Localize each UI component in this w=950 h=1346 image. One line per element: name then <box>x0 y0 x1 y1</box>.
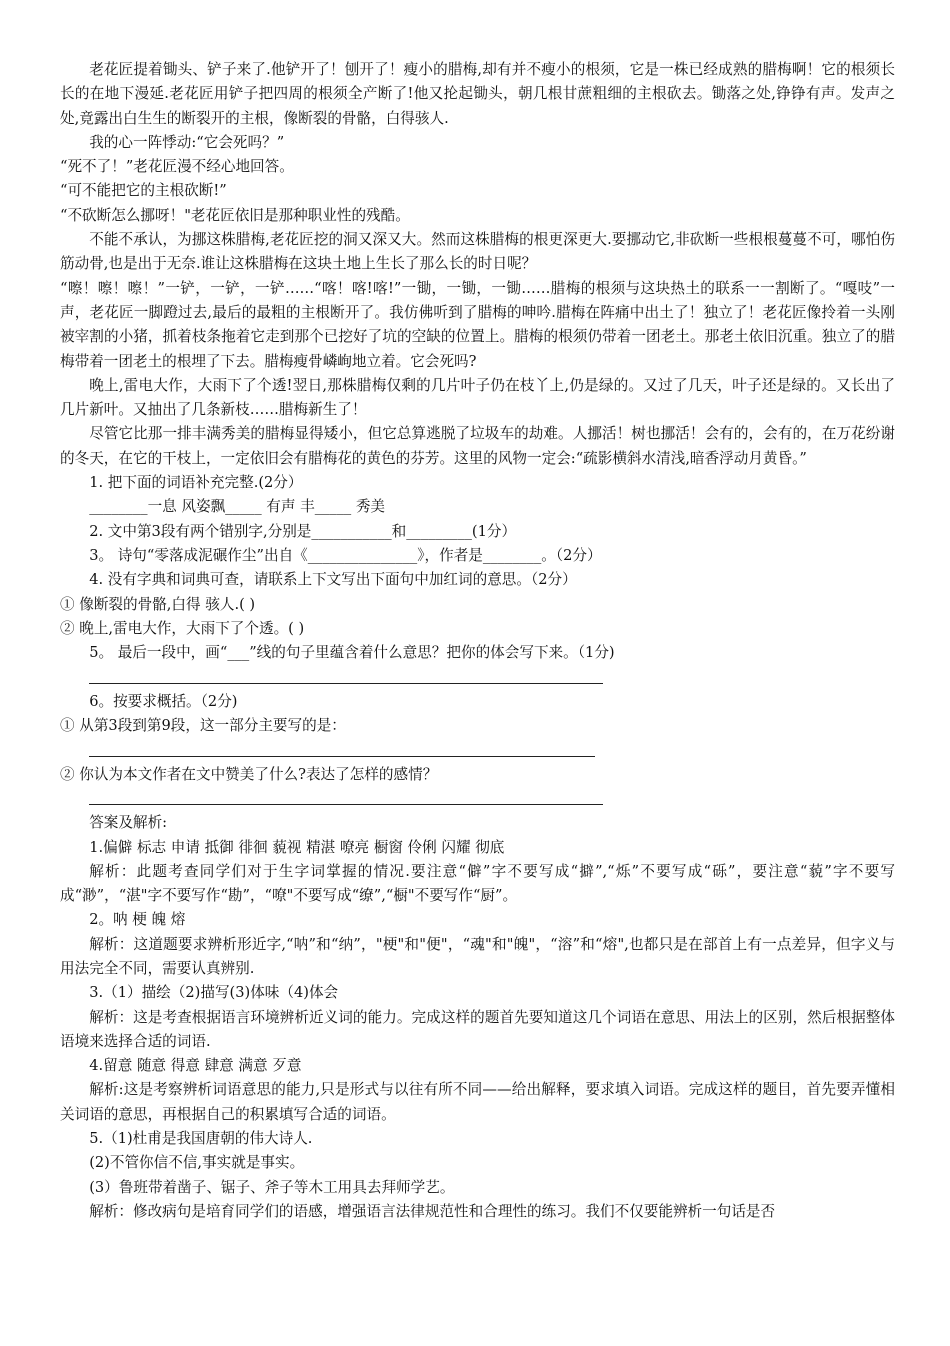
passage <box>60 58 895 471</box>
answer-4: 4.留意 随意 得意 肆意 满意 歹意 <box>89 1057 302 1075</box>
question-1: 1. 把下面的词语补充完整.(2分） <box>89 474 303 492</box>
question-6-item-b: ② 你认为本文作者在文中赞美了什么?表达了怎样的感情？ <box>60 765 438 783</box>
passage-paragraph: 晚上,雷电大作，大雨下了个透!翌日,那株腊梅仅剩的几片叶子仍在枝丫上,仍是绿的。又过了几天，叶子还是绿的。又长出了几片新叶。又抽出了几条新枝……腊梅新生了！ <box>60 376 895 419</box>
questions <box>60 471 895 811</box>
question-4-item-a: ① 像断裂的骨骼,白得 骇人.( ) <box>60 595 256 613</box>
passage-paragraph: 我的心一阵悸动:“它会死吗？” <box>89 133 285 151</box>
question-4-item-b: ② 晚上,雷电大作，大雨下了个透。( ) <box>60 619 305 637</box>
question-6: 6。按要求概括。（2分) <box>89 692 238 710</box>
passage-paragraph: 老花匠提着锄头、铲子来了.他铲开了！刨开了！瘦小的腊梅,却有并不瘦小的根须，它是一株已经成熟的腊梅啊！它的根须长长的在地下漫延.老花匠用铲子把四周的根须全产断了!他又抡起锄头，朝几根甘蔗粗细的主根砍去。锄落之处,铮铮有声。发声之处,竟露出白生生的断裂开的主根，像断裂的骨骼，白得骇人. <box>60 61 895 127</box>
passage-paragraph: “可不能把它的主根砍断!” <box>60 182 227 200</box>
question-4: 4. 没有字典和词典可查，请联系上下文写出下面句中加红词的意思。（2分） <box>89 571 577 589</box>
question-3: 3。 诗句“零落成泥碾作尘”出自《_______________》，作者是________。（2分） <box>89 546 602 564</box>
answers <box>60 811 895 1224</box>
question-2: 2. 文中第3段有两个错别字,分别是___________和_________(1分） <box>89 522 517 540</box>
passage-paragraph: “不砍断怎么挪呀！"老花匠依旧是那种职业性的残酷。 <box>60 206 410 224</box>
question-6-item-a: ① 从第3段到第9段，这一部分主要写的是： <box>60 717 346 735</box>
passage-paragraph: 尽管它比那一排丰满秀美的腊梅显得矮小，但它总算逃脱了垃圾车的劫难。人挪活！树也挪活！会有的，会有的，在万花纷谢的冬天，在它的干枝上，一定依旧会有腊梅花的黄色的芬芳。这里的风物一定会:“疏影横斜水清浅,暗香浮动月黄昏。” <box>60 425 895 467</box>
answer-2: 2。呐 梗 魄 熔 <box>89 911 186 929</box>
answer-line <box>89 665 895 689</box>
answer-line <box>89 787 895 811</box>
passage-paragraph: 不能不承认，为挪这株腊梅,老花匠挖的洞又深又大。然而这株腊梅的根更深更大.要挪动它,非砍断一些根根蔓蔓不可，哪怕伤筋动骨,也是出于无奈.谁让这株腊梅在这块土地上生长了那么长的时日呢？ <box>60 231 895 273</box>
answer-5-line-1: 5.（1)杜甫是我国唐朝的伟大诗人. <box>89 1130 313 1148</box>
answer-5-line-3: (3）鲁班带着凿子、锯子、斧子等木工用具去拜师学艺。 <box>89 1178 455 1196</box>
answer-3: 3.（1）描绘（2)描写(3)体味（4)体会 <box>89 984 339 1002</box>
answer-3-note: 解析：这是考查根据语言环境辨析近义词的能力。完成这样的题首先要知道这几个词语在意思、用法上的区别，然后根据整体语境来选择合适的词语. <box>60 1008 895 1050</box>
answer-1: 1.偏僻 标志 申请 抵御 徘徊 藐视 精湛 嘹亮 橱窗 伶俐 闪耀 彻底 <box>89 838 505 856</box>
answer-5-note: 解析：修改病句是培育同学们的语感，增强语言法律规范性和合理性的练习。我们不仅要能辨析一句话是否 <box>89 1202 776 1220</box>
answer-line <box>89 738 895 762</box>
answer-2-note: 解析：这道题要求辨析形近字,“呐”和“纳”，"梗"和"便"，“魂"和"魄"，“溶”和“熔",也都只是在部首上有一点差异，但字义与用法完全不同，需要认真辨别. <box>60 935 895 977</box>
passage-paragraph: “嚓！嚓！嚓！”一铲，一铲，一铲……“喀！喀!喀!”一锄，一锄，一锄……腊梅的根须与这块热土的联系一一割断了。“嘎吱”一声，老花匠一脚蹬过去,最后的最粗的主根断开了。我仿佛听到了腊梅的呻吟.腊梅在阵痛中出土了！独立了！老花匠像拎着一头刚被宰割的小猪，抓着枝条拖着它走到那个已挖好了坑的空缺的位置上。腊梅的根须仍带着一团老土。那老土依旧沉重。独立了的腊梅带着一团老土的根埋了下去。腊梅瘦骨嶙峋地立着。它会死吗? <box>60 279 895 370</box>
answer-4-note: 解析:这是考察辨析词语意思的能力,只是形式与以往有所不同——给出解释，要求填入词语。完成这样的题目，首先要弄懂相关词语的意思，再根据自己的积累填写合适的词语。 <box>60 1081 895 1123</box>
answer-1-note: 解析：此题考查同学们对于生字词掌握的情况.要注意“僻”字不要写成“擗”,“烁”不要写成“砾”，要注意“藐”字不要写成“渺”，“湛"字不要写作“勘”，“嘹"不要写成“缭”,“橱"不要写作“厨”。 <box>60 862 895 905</box>
question-1-words: ________一息 风姿飘_____ 有声 丰_____ 秀美 <box>89 498 386 516</box>
question-5: 5。 最后一段中，画“___”线的句子里蕴含着什么意思？把你的体会写下来。（1分) <box>89 644 615 662</box>
answers-heading: 答案及解析: <box>89 814 168 832</box>
passage-paragraph: “死不了！”老花匠漫不经心地回答。 <box>60 158 294 176</box>
answer-5-line-2: (2)不管你信不信,事实就是事实。 <box>89 1154 305 1172</box>
